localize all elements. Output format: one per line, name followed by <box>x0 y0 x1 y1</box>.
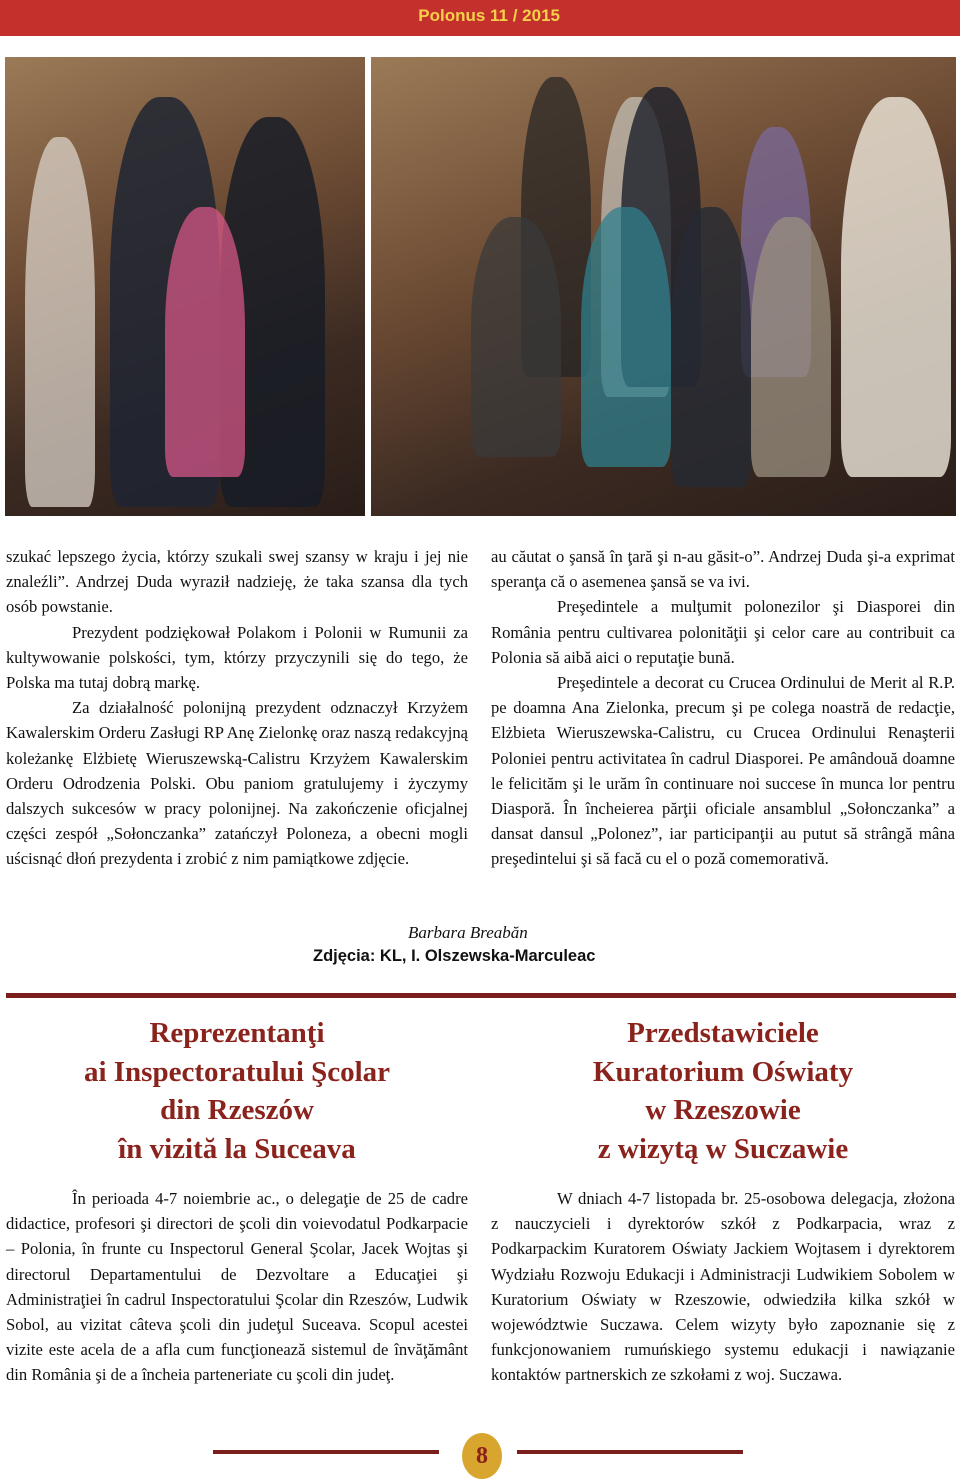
photo-figure <box>841 97 951 477</box>
article-title-romanian <box>6 1014 468 1168</box>
footer-rule-left <box>213 1450 439 1454</box>
paragraph: Preşedintele a mulţumit polonezilor şi Diasporei din România pentru cultivarea polonităţii şi celor care au contribuit ca Polonia să aibă aici o reputaţie bună. <box>491 597 955 667</box>
title-line: în vizită la Suceava <box>118 1132 356 1165</box>
photo-president-with-family <box>5 57 365 516</box>
title-line: Przedstawiciele <box>627 1017 819 1049</box>
title-line: Reprezentanţi <box>149 1017 325 1049</box>
paragraph: W dniach 4-7 listopada br. 25-osobowa delegacja, złożona z nauczycieli i dyrektorów szkół z Podkarpacia, wraz z Podkarpackim Kuratorem Oświaty Jackiem Wojtasem i dyrektorem Wydziału Rozwoju Edukacji i Administracji Ludwikiem Sobolem w Kuratorium Oświaty w Rzeszowie, odwiedziła kilka szkół w województwie Suczawa. Celem wizyty było zapoznanie się z funkcjonowaniem rumuńskiego systemu edukacji i nawiązanie kontaktów partnerskich ze szkołami z woj. Suczawa. <box>491 1189 955 1385</box>
magazine-issue-title: Polonus 11 / 2015 <box>418 6 560 25</box>
paragraph: Prezydent podziękował Polakom i Polonii w Rumunii za kultywowanie polskości, tym, którzy przyczynili się do tego, że Polska ma tutaj dobrą markę. <box>6 622 468 693</box>
title-line: z wizytą w Suczawie <box>597 1132 849 1165</box>
page-header <box>0 0 960 36</box>
author-signature: Barbara Breabăn <box>408 923 528 942</box>
page-number-badge: 8 <box>462 1433 502 1479</box>
article-top-right-column <box>491 544 955 872</box>
photo-figure <box>25 137 95 507</box>
paragraph: szukać lepszego życia, którzy szukali swej szansy w kraju i jej nie znaleźli”. Andrzej Duda wyraził nadzieję, że taka szansa dla tych osób powstanie. <box>6 547 468 617</box>
paragraph: Preşedintele a decorat cu Crucea Ordinului de Merit al R.P. pe doamna Ana Zielonka, precum şi pe colega noastră de redacţie, Elżbieta Wieruszewska-Calistru, cu Crucea Ordinului Renaşterii Poloniei pentru activitatea în cadrul Diasporei. Pe amândouă doamne le felicităm şi le urăm în continuare noi succese în munca lor pentru Diasporă. În încheierea părţii oficiale ansamblul „Sołonczanka” a dansat dansul „Polonez”, iar participanţii au putut să strângă mâna preşedintelui şi să facă cu el o poză comemorativă. <box>491 673 955 869</box>
title-line: Kuratorium Oświaty <box>592 1055 854 1088</box>
section-divider <box>6 993 956 998</box>
photo-group-with-president <box>371 57 956 516</box>
article-bottom-left-column <box>6 1186 468 1388</box>
article-title-polish <box>491 1014 955 1168</box>
title-line: ai Inspectoratului Şcolar <box>83 1055 391 1088</box>
title-line: w Rzeszowie <box>645 1094 801 1126</box>
photo-figure <box>671 207 751 487</box>
title-line: din Rzeszów <box>160 1094 314 1126</box>
paragraph: În perioada 4-7 noiembrie ac., o delegaţie de 25 de cadre didactice, profesori şi directori de şcoli din voievodatul Podkarpacie – Polonia, în frunte cu Inspectorul General Şcolar, Jacek Wojtas şi directorul Departamentului de Dezvoltare a Educaţiei şi Administraţiei în cadrul Inspectoratului Şcolar din Rzeszów, Ludwik Sobol, au vizitat câteva şcoli din judeţul Suceava. Scopul acestei vizite este acela de a afla cum funcţionează sistemul de învăţământ din România şi de a încheia parteneriate cu şcoli din judeţ. <box>6 1189 468 1385</box>
footer-rule-right <box>517 1450 743 1454</box>
photo-figure <box>165 207 245 477</box>
article-bottom-right-column <box>491 1186 955 1388</box>
paragraph: au căutat o şansă în ţară şi n-au găsit-o”. Andrzej Duda şi-a exprimat speranţa că o asemenea şansă se va ivi. <box>491 547 955 592</box>
photo-figure <box>751 217 831 477</box>
article-top-left-column <box>6 544 468 872</box>
photo-figure <box>581 207 671 467</box>
photo-figure <box>471 217 561 457</box>
photo-credits: Zdjęcia: KL, I. Olszewska-Marculeac <box>313 947 596 965</box>
paragraph: Za działalność polonijną prezydent odznaczył Krzyżem Kawalerskim Orderu Zasługi RP Anę Zielonkę oraz naszą redakcyjną koleżankę Elżbietę Wieruszewską-Calistru Krzyżem Kawalerskim Orderu Odrodzenia Polski. Obu paniom gratulujemy i życzymy dalszych sukcesów w pracy polonijnej. Na zakończenie oficjalnej części zespół „Sołonczanka” zatańczył Poloneza, a obecni mogli uścisnąć dłoń prezydenta i zrobić z nim pamiątkowe zdjęcie. <box>6 698 468 869</box>
